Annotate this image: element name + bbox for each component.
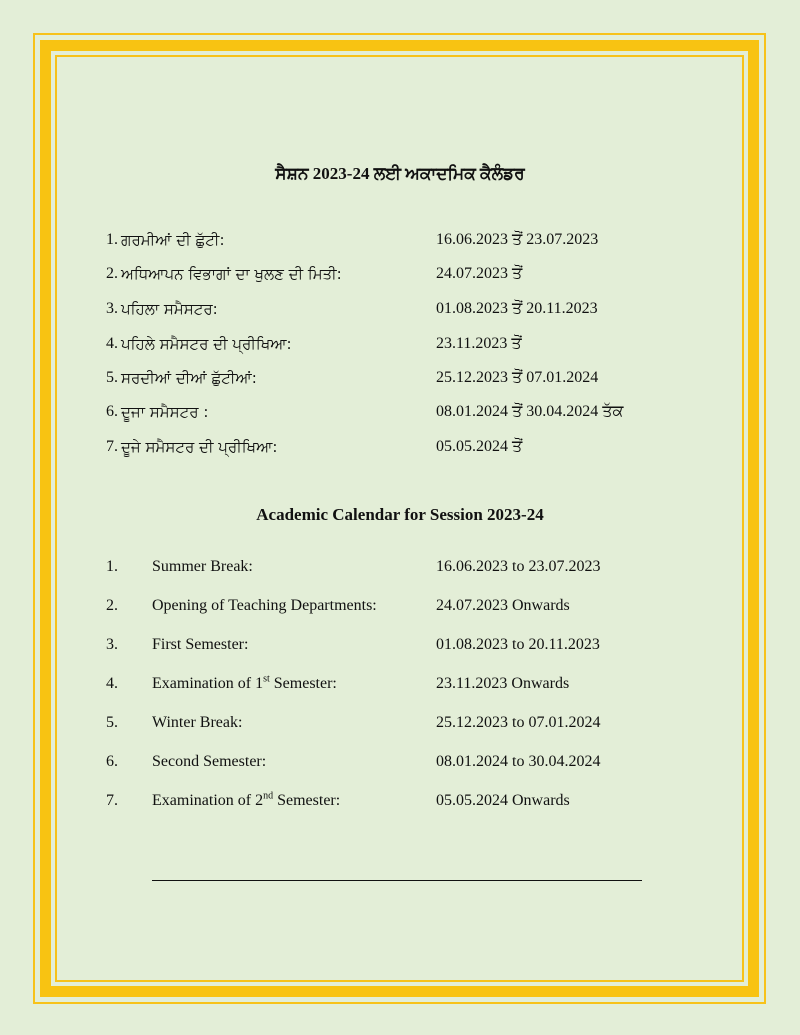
item-label: Summer Break: (152, 558, 253, 575)
separator-line (152, 880, 642, 881)
item-date: 23.11.2023 Onwards (436, 675, 570, 692)
punjabi-row (0, 335, 800, 361)
item-label: Winter Break: (152, 714, 243, 731)
punjabi-row (0, 231, 800, 257)
item-number: 6. (106, 403, 118, 420)
item-number: 5. (106, 369, 118, 386)
item-date: 01.08.2023 to 20.11.2023 (436, 636, 600, 653)
item-date: 05.05.2024 Onwards (436, 792, 570, 809)
item-date: 25.12.2023 to 07.01.2024 (436, 714, 601, 731)
punjabi-title: ਸੈਸ਼ਨ 2023-24 ਲਈ ਅਕਾਦਮਿਕ ਕੈਲੰਡਰ (275, 164, 525, 183)
english-row (0, 675, 800, 701)
item-date: 23.11.2023 ਤੋਂ (436, 335, 522, 352)
ordinal-suffix: nd (263, 790, 274, 802)
item-date: 05.05.2024 ਤੋਂ (436, 438, 523, 455)
english-title: Academic Calendar for Session 2023-24 (256, 505, 544, 524)
item-number: 7. (106, 438, 118, 455)
item-number: 4. (106, 335, 118, 352)
english-row (0, 753, 800, 779)
ordinal-suffix: st (263, 673, 270, 685)
item-date: 08.01.2024 ਤੋਂ 30.04.2024 ਤੱਕ (436, 403, 624, 420)
item-number: 7. (106, 792, 118, 809)
item-label: ਦੂਜਾ ਸਮੈਸਟਰ : (121, 403, 209, 421)
item-number: 3. (106, 300, 118, 317)
item-number: 2. (106, 597, 118, 614)
item-label: Opening of Teaching Departments: (152, 597, 377, 614)
english-row (0, 636, 800, 662)
punjabi-row (0, 438, 800, 464)
punjabi-row (0, 300, 800, 326)
english-row (0, 714, 800, 740)
item-number: 6. (106, 753, 118, 770)
english-row (0, 792, 800, 818)
item-date: 01.08.2023 ਤੋਂ 20.11.2023 (436, 300, 598, 317)
item-date: 24.07.2023 Onwards (436, 597, 570, 614)
item-number: 2. (106, 265, 118, 282)
item-date: 24.07.2023 ਤੋਂ (436, 265, 523, 282)
english-row (0, 558, 800, 584)
punjabi-row (0, 265, 800, 291)
item-number: 3. (106, 636, 118, 653)
english-row (0, 597, 800, 623)
item-number: 1. (106, 231, 118, 248)
item-date: 08.01.2024 to 30.04.2024 (436, 753, 601, 770)
item-label: ਗਰਮੀਆਂ ਦੀ ਛੁੱਟੀ: (121, 231, 225, 249)
label-text: Examination of 2 (152, 792, 264, 809)
item-number: 1. (106, 558, 118, 575)
punjabi-row (0, 369, 800, 395)
label-text: Semester: (273, 792, 341, 809)
item-label: First Semester: (152, 636, 249, 653)
item-label: ਪਹਿਲਾ ਸਮੈਸਟਰ: (121, 300, 218, 318)
item-label (152, 792, 340, 810)
item-date: 25.12.2023 ਤੋਂ 07.01.2024 (436, 369, 599, 386)
item-label: ਅਧਿਆਪਨ ਵਿਭਾਗਾਂ ਦਾ ਖੁਲਣ ਦੀ ਮਿਤੀ: (121, 265, 342, 283)
item-label: ਸਰਦੀਆਂ ਦੀਆਂ ਛੁੱਟੀਆਂ: (121, 369, 257, 387)
label-text: Semester: (269, 675, 337, 692)
item-number: 4. (106, 675, 118, 692)
item-label: Second Semester: (152, 753, 267, 770)
item-label (152, 675, 337, 693)
item-number: 5. (106, 714, 118, 731)
item-label: ਪਹਿਲੇ ਸਮੈਸਟਰ ਦੀ ਪ੍ਰੀਖਿਆ: (121, 335, 292, 353)
item-label: ਦੂਜੇ ਸਮੈਸਟਰ ਦੀ ਪ੍ਰੀਖਿਆ: (121, 438, 278, 456)
item-date: 16.06.2023 to 23.07.2023 (436, 558, 601, 575)
punjabi-row (0, 403, 800, 429)
label-text: Examination of 1 (152, 675, 264, 692)
item-date: 16.06.2023 ਤੋਂ 23.07.2023 (436, 231, 599, 248)
